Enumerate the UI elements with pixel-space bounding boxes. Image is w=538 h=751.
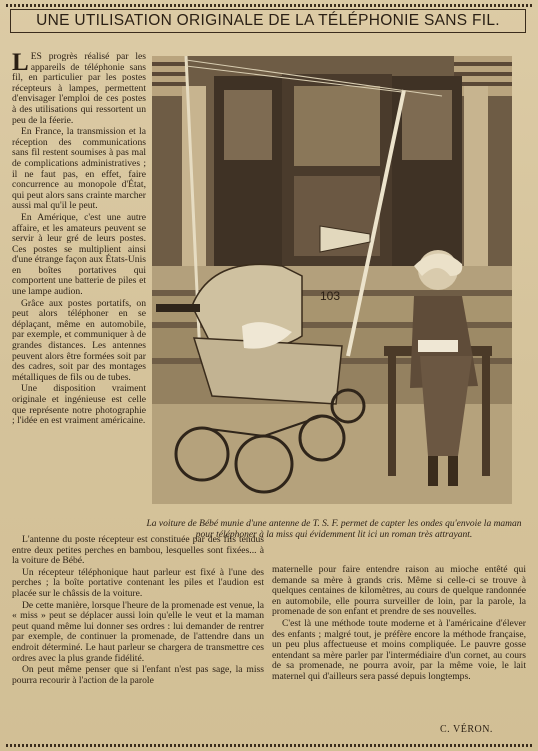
paragraph: On peut même penser que si l'enfant n'est pas sage, la miss pourra recourir à l'action de la parole [12, 664, 264, 686]
top-border [6, 4, 532, 7]
paragraph: Un récepteur téléphonique haut parleur est fixé à l'une des perches ; la boîte portative contenant les piles et l'audion est placée sur le châssis de la voiture. [12, 566, 264, 599]
left-column [12, 49, 146, 428]
paragraph: En France, la transmission et la réception des communications sans fil restent soumises à pas mal de complications administratives ; il ne faut pas, en effet, faire concurrence au monopole d'État, qui peut alors sans crainte marcher aussi mal qu'il le peut. [12, 126, 146, 212]
paragraph: maternelle pour faire entendre raison au mioche entêté qui demande sa mère à grands cris. Même si celle-ci se trouve à quelques centaines de kilomètres, au cours de quelque randonnée en automobile, elle pourra surveiller de loin, par la parole, la promenade de son enfant et prendre de ses nouvelles. [272, 564, 526, 618]
bottom-left-column [12, 535, 264, 687]
photo-caption: La voiture de Bébé munie d'une antenne de T. S. F. permet de capter les ondes qu'envoie la maman pour téléphoner à la miss qui évidemment lit ici un roman très attrayant. [146, 519, 522, 540]
paragraph: L'antenne du poste récepteur est constituée par des fils tendus entre deux petites perches en bambou, lesquelles sont fixées... à la voiture de Bébé. [12, 534, 264, 567]
paragraph: En Amérique, c'est une autre affaire, et les amateurs peuvent se servir à leur gré de leurs postes. Ces postes se multiplient ainsi d'une étrange façon aux États-Unis en boîtes portatives qui comportent une batterie de piles et une lampe audion. [12, 211, 146, 298]
paragraph: Une disposition vraiment originale et ingénieuse est celle que représente notre photographie ; l'idée en est vraiment américaine. [12, 383, 146, 427]
paragraph: C'est là une méthode toute moderne et à l'américaine d'élever des enfants ; malgré tout, je préfère encore la méthode française, un peu plus affectueuse et moins compliquée. Le pauvre gosse entendant sa mère parler par l'intermédiaire d'un cornet, au cours de sa promenade, ne pourra avoir, par la même voie, le lait maternel qui d'ailleurs sera passé depuis longtemps. [272, 617, 526, 682]
bottom-border [6, 744, 532, 747]
paragraph: De cette manière, lorsque l'heure de la promenade est venue, la « miss » peut se déplacer aussi loin qu'elle le veut et la maman peut quand même lui donner ses ordres : lui demander de rentrer par exemple, de continuer la promenade, de l'attendre dans un endroit déterminé. Le haut parleur se chargera de transmettre ces ordres avec la plus grande fidélité. [12, 599, 264, 664]
article-title-box [10, 9, 526, 33]
paragraph: ES progrès réalisé par les appareils de téléphonie sans fil, en particulier par les postes récepteurs à lampes, permettent d'envisager l'emploi de ces postes à des utilisations qui ressortent un peu de la féerie. [12, 51, 146, 126]
photograph [152, 56, 512, 504]
photo-plate: 103 [320, 289, 341, 303]
dropcap: L [12, 49, 29, 76]
paragraph: Grâce aux postes portatifs, on peut alors téléphoner en se déplaçant, même en automobile, par exemple, et communiquer à de grandes distances. Les antennes peuvent alors être formées soit par des cadres, soit par des montages métalliques de fils ou de tubes. [12, 297, 146, 383]
bottom-right-column [272, 565, 526, 684]
photo-illustration [152, 56, 512, 504]
article-title: UNE UTILISATION ORIGINALE DE LA TÉLÉPHONIE SANS FIL. [36, 12, 500, 29]
author-signature: C. VÉRON. [440, 724, 493, 735]
